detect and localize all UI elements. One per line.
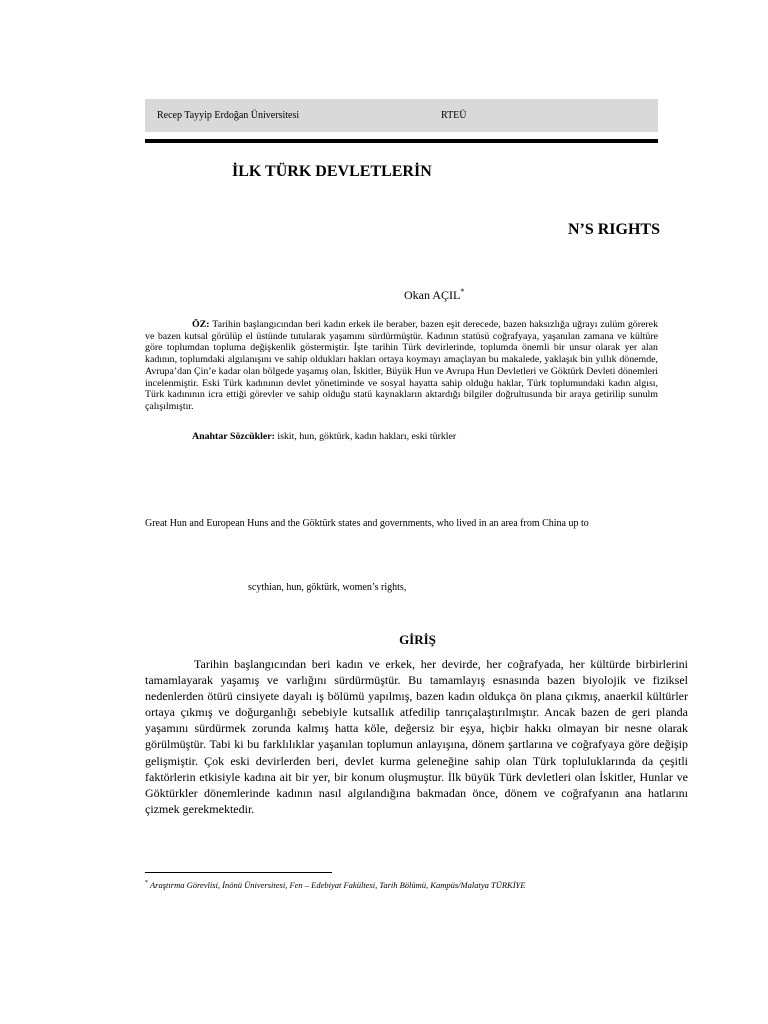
intro-paragraph: Tarihin başlangıcından beri kadın ve erkek, her devirde, her coğrafyada, her kültürde birbirlerini tamamlayarak yaşamış ve varlığını sürdürmüştür. Bu tamamlayış esnasında bazen biyolojik ve fiziksel nedenlerden ötürü cinsiyete dayalı iş bölümü yapılmış, bazen kadın oldukça ön plana çıkmış, anaerkil kültürler ortaya çıkmış ve doğurganlığı sebebiyle kutsallık atfedilip tanrıçalaştırılmıştır. Ancak bazen de geri planda yaşamını sürdürmek zorunda kalmış hatta köle, değersiz bir eşya, hiçbir hakkı olmayan bir nesne olarak görülmüştür. Tabi ki bu farklılıklar yaşanılan toplumun anlayışına, dönem şartlarına ve coğrafyaya göre değişip gelişmiştir. Çok eski devirlerden beri, devlet kurma geleneğine sahip olan Türk topluluklarında da çeşitli faktörlerin etkisiyle kadına ait bir yer, bir konum oluşmuştur. İlk büyük Türk devletleri olan İskitler, Hunlar ve Göktürkler dönemlerinde kadının nasıl algılandığına bakmadan önce, dönem ve coğrafyanın ana hatlarını çizmek gerekmektedir. <box>145 657 688 816</box>
abstract-label: ÖZ: <box>192 319 210 330</box>
abstract <box>145 319 658 413</box>
footnote-text: Araştırma Görevlisi, İnönü Üniversitesi, Fen – Edebiyat Fakültesi, Tarih Bölümü, Kampüs/Malatya TÜRKİYE <box>149 880 526 890</box>
footnote-rule <box>145 872 332 873</box>
author-footnote-marker: * <box>460 287 465 296</box>
footnote-marker: * <box>145 880 148 887</box>
title-english: N’S RIGHTS <box>567 221 660 238</box>
footnote <box>145 880 525 890</box>
keywords-text: iskit, hun, göktürk, kadın hakları, eski türkler <box>277 431 457 442</box>
keywords <box>192 431 456 442</box>
header-university: Recep Tayyip Erdoğan Üniversitesi <box>157 110 300 121</box>
keywords-label: Anahtar Sözcükler: <box>192 431 275 442</box>
english-keywords: scythian, hun, göktürk, women’s rights, <box>248 582 407 593</box>
header-rule <box>145 139 658 143</box>
english-abstract-line: Great Hun and European Huns and the Göktürk states and governments, who lived in an area from China up to <box>145 518 589 529</box>
author-name: Okan AÇIL <box>404 288 461 302</box>
header-abbr: RTEÜ <box>441 110 467 121</box>
section-heading: GİRİŞ <box>399 632 436 647</box>
abstract-text: Tarihin başlangıcından beri kadın erkek ile beraber, bazen eşit derecede, bazen haksızlığa uğrayı zulüm görerek ve bazen kutsal görülüp el üstünde tutularak yaşamını sürdürmüştür. Kadının statüsü coğrafyaya, yaşanılan zamana ve kültüre göre toplumdan topluma değişkenlik göstermiştir. İşte tarihin Türk devirlerinde, toplumda önemli bir unsur olarak yer alan kadının, toplumdaki algılanışını ve sahip oldukları hakları ortaya koymayı amaçlayan bu makalede, yaklaşık bin yıllık dönemde, Avrupa’dan Çin’e kadar olan bölgede yaşamış olan, İskitler, Büyük Hun ve Avrupa Hun Devletleri ve Göktürk Devleti dönemleri incelenmiştir. Eski Türk kadınının devlet yönetiminde ve sosyal hayatta sahip olduğu haklar, Türk toplumundaki kadın algısı, Türk kadınının icra ettiği görevler ve sahip olduğu statü kaynakların aktardığı bilgiler doğrultusunda bir araya getirilip sunulm çalışılmıştır. <box>145 319 659 412</box>
author <box>404 288 464 303</box>
title-turkish: İLK TÜRK DEVLETLERİN <box>232 163 432 180</box>
